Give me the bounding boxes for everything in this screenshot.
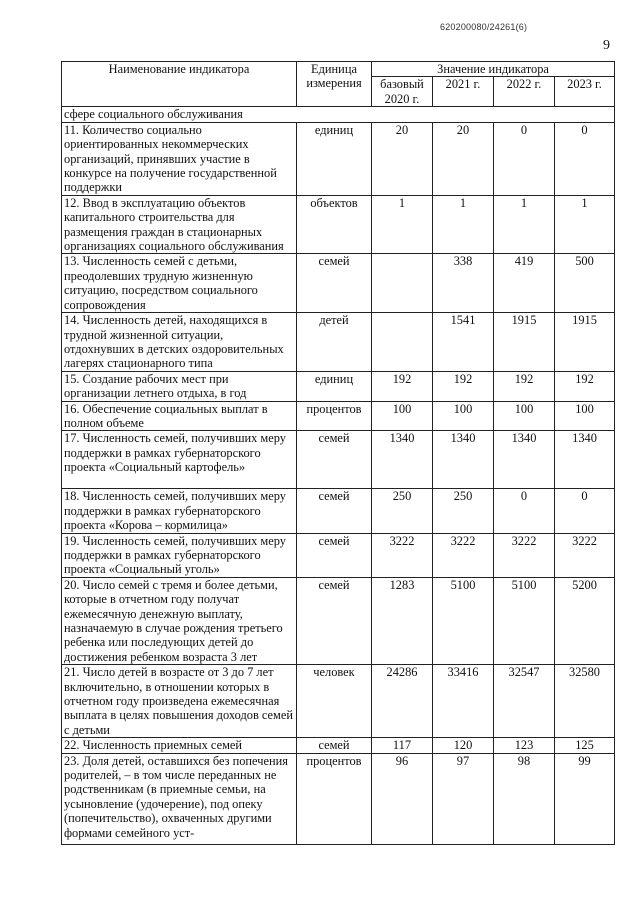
indicator-unit: единиц bbox=[297, 371, 372, 401]
value-2021: 97 bbox=[433, 753, 494, 844]
value-2021: 1340 bbox=[433, 431, 494, 489]
indicator-unit: процентов bbox=[297, 401, 372, 431]
value-2021: 1541 bbox=[433, 313, 494, 372]
indicator-unit: семей bbox=[297, 431, 372, 489]
table-row bbox=[62, 489, 615, 533]
value-2022: 100 bbox=[494, 401, 555, 431]
header-indicator-name: Наименование индикатора bbox=[62, 62, 297, 107]
indicator-unit: детей bbox=[297, 313, 372, 372]
value-2023: 192 bbox=[555, 371, 615, 401]
table-row bbox=[62, 533, 615, 577]
value-2021: 20 bbox=[433, 122, 494, 195]
table-row bbox=[62, 665, 615, 738]
value-2020: 3222 bbox=[372, 533, 433, 577]
indicator-unit: семей bbox=[297, 577, 372, 664]
page-number: 9 bbox=[603, 38, 610, 53]
value-2020: 24286 bbox=[372, 665, 433, 738]
indicator-name: 12. Ввод в эксплуатацию объектов капитального строительства для размещения граждан в стационарных организациях социального обслуживания bbox=[62, 195, 297, 254]
header-indicator-value: Значение индикатора bbox=[372, 62, 615, 77]
document-code: 620200080/24261(6) bbox=[440, 22, 528, 32]
value-2023: 500 bbox=[555, 254, 615, 313]
indicator-name: 13. Численность семей с детьми, преодолевших трудную жизненную ситуацию, посредством социального сопровождения bbox=[62, 254, 297, 313]
value-2020: 100 bbox=[372, 401, 433, 431]
value-2020: 192 bbox=[372, 371, 433, 401]
value-2020: 20 bbox=[372, 122, 433, 195]
indicator-name: 14. Численность детей, находящихся в трудной жизненной ситуации, отдохнувших в детских оздоровительных лагерях стационарного типа bbox=[62, 313, 297, 372]
header-year-2021: 2021 г. bbox=[433, 77, 494, 107]
value-2020 bbox=[372, 313, 433, 372]
header-year-2022: 2022 г. bbox=[494, 77, 555, 107]
indicator-unit: семей bbox=[297, 738, 372, 753]
value-2021: 250 bbox=[433, 489, 494, 533]
value-2022: 0 bbox=[494, 122, 555, 195]
indicator-unit: процентов bbox=[297, 753, 372, 844]
indicator-name: 22. Численность приемных семей bbox=[62, 738, 297, 753]
indicator-unit: семей bbox=[297, 489, 372, 533]
table-row bbox=[62, 577, 615, 664]
table-row bbox=[62, 195, 615, 254]
indicator-unit: единиц bbox=[297, 122, 372, 195]
value-2020: 96 bbox=[372, 753, 433, 844]
indicator-name: 21. Число детей в возрасте от 3 до 7 лет включительно, в отношении которых в отчетном году произведена ежемесячная выплата в целях повышения доходов семей с детьми bbox=[62, 665, 297, 738]
value-2020: 1283 bbox=[372, 577, 433, 664]
table-row bbox=[62, 371, 615, 401]
table-row bbox=[62, 254, 615, 313]
value-2020: 1 bbox=[372, 195, 433, 254]
value-2021: 5100 bbox=[433, 577, 494, 664]
indicator-unit: объектов bbox=[297, 195, 372, 254]
indicator-name: 11. Количество социально ориентированных некоммерческих организаций, принявших участие в конкурсе на получение государственной поддержки bbox=[62, 122, 297, 195]
value-2023: 5200 bbox=[555, 577, 615, 664]
value-2023: 0 bbox=[555, 489, 615, 533]
value-2023: 1340 bbox=[555, 431, 615, 489]
value-2020: 250 bbox=[372, 489, 433, 533]
value-2021: 100 bbox=[433, 401, 494, 431]
value-2022: 1 bbox=[494, 195, 555, 254]
table-row bbox=[62, 401, 615, 431]
value-2022: 123 bbox=[494, 738, 555, 753]
indicator-name: 15. Создание рабочих мест при организации летнего отдыха, в год bbox=[62, 371, 297, 401]
value-2020: 1340 bbox=[372, 431, 433, 489]
table-row bbox=[62, 753, 615, 844]
value-2021: 33416 bbox=[433, 665, 494, 738]
indicator-name: 17. Численность семей, получивших меру поддержки в рамках губернаторского проекта «Социальный картофель» bbox=[62, 431, 297, 489]
value-2022: 1340 bbox=[494, 431, 555, 489]
value-2023: 1915 bbox=[555, 313, 615, 372]
value-2022: 1915 bbox=[494, 313, 555, 372]
indicator-name: 19. Численность семей, получивших меру поддержки в рамках губернаторского проекта «Социальный уголь» bbox=[62, 533, 297, 577]
table-row bbox=[62, 738, 615, 753]
header-unit: Единица измерения bbox=[297, 62, 372, 107]
value-2023: 3222 bbox=[555, 533, 615, 577]
value-2023: 125 bbox=[555, 738, 615, 753]
table-row bbox=[62, 431, 615, 489]
value-2022: 3222 bbox=[494, 533, 555, 577]
value-2020: 117 bbox=[372, 738, 433, 753]
indicator-name: 20. Число семей с тремя и более детьми, которые в отчетном году получат ежемесячную денежную выплату, назначаемую в случае рождения третьего ребенка или последующих детей до достижения ребенком возраста 3 лет bbox=[62, 577, 297, 664]
indicator-name: 18. Численность семей, получивших меру поддержки в рамках губернаторского проекта «Корова – кормилица» bbox=[62, 489, 297, 533]
value-2023: 1 bbox=[555, 195, 615, 254]
value-2022: 98 bbox=[494, 753, 555, 844]
table-row bbox=[62, 122, 615, 195]
header-year-2023: 2023 г. bbox=[555, 77, 615, 107]
value-2023: 0 bbox=[555, 122, 615, 195]
value-2022: 5100 bbox=[494, 577, 555, 664]
value-2021: 338 bbox=[433, 254, 494, 313]
value-2022: 32547 bbox=[494, 665, 555, 738]
value-2021: 3222 bbox=[433, 533, 494, 577]
section-row bbox=[62, 107, 615, 122]
indicator-name: 16. Обеспечение социальных выплат в полном объеме bbox=[62, 401, 297, 431]
value-2023: 32580 bbox=[555, 665, 615, 738]
indicator-unit: семей bbox=[297, 533, 372, 577]
table-row bbox=[62, 313, 615, 372]
value-2021: 1 bbox=[433, 195, 494, 254]
indicator-unit: человек bbox=[297, 665, 372, 738]
value-2023: 100 bbox=[555, 401, 615, 431]
value-2020 bbox=[372, 254, 433, 313]
header-year-base: базовый 2020 г. bbox=[372, 77, 433, 107]
indicator-table bbox=[61, 61, 615, 845]
value-2022: 419 bbox=[494, 254, 555, 313]
indicator-unit: семей bbox=[297, 254, 372, 313]
value-2022: 192 bbox=[494, 371, 555, 401]
indicator-name: 23. Доля детей, оставшихся без попечения родителей, – в том числе переданных не родственникам (в приемные семьи, на усыновление (удочерение), под опеку (попечительство), охваченных другими формами семейного уст- bbox=[62, 753, 297, 844]
table-header-row bbox=[62, 62, 615, 77]
value-2022: 0 bbox=[494, 489, 555, 533]
section-label: сфере социального обслуживания bbox=[62, 107, 615, 122]
value-2021: 192 bbox=[433, 371, 494, 401]
value-2023: 99 bbox=[555, 753, 615, 844]
value-2021: 120 bbox=[433, 738, 494, 753]
